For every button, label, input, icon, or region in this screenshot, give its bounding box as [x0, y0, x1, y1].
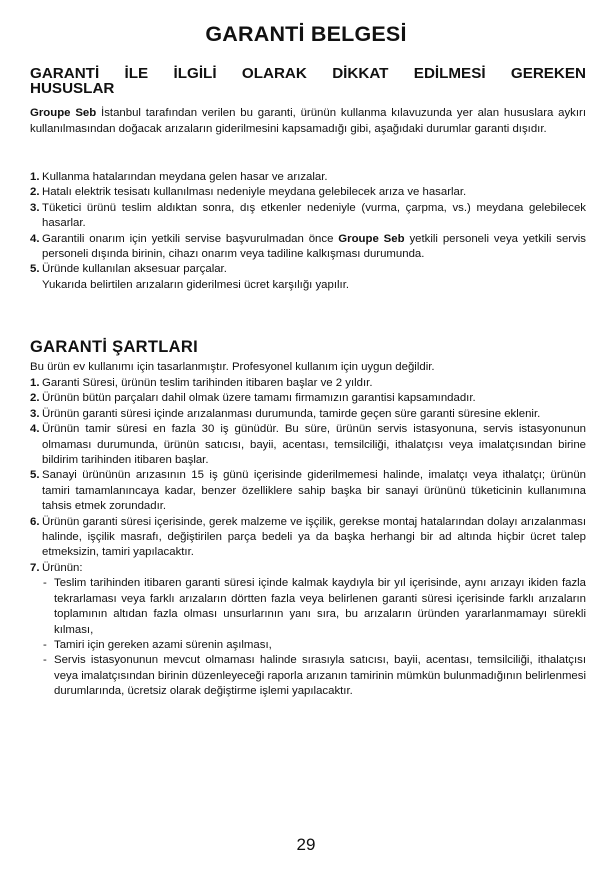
list-item-note: Yukarıda belirtilen arızaların giderilmesi ücret karşılığı yapılır.	[42, 278, 350, 291]
section-heading-warranty-notes	[30, 66, 586, 96]
sub-list-item-text: Tamiri için gereken azami sürenin aşılması,	[54, 638, 272, 651]
list-item: 7. Ürünün: - Teslim tarihinden itibaren garanti süresi içinde kalmak kaydıyla bir yıl içerisinde, aynı arızayı ikiden fazla tekrarlaması veya farklı arızaların dörtten fazla veya belirlenen garanti süresi içerisinde farklı arızaların toplamının altıdan fazla olması unsurlarının yanı sıra, bu arızaların üründen yararlanmamayı sürekli kılması, - Tamiri için gereken azami sürenin aşılması, - Servis istasyonunun mevcut olmaması halinde sırasıyla satıcısı, bayii, acentası, temsilciliği, ithalatçısı veya imalatçısından birinin düzenleyeceği raporla arızanın tamirinin mümkün bulunmadığının belirlenmesi durumlarında, ücretsiz olarak değiştirme işlemi yapılacaktır.	[30, 561, 586, 700]
sub-list-item: - Tamiri için gereken azami sürenin aşılması,	[43, 638, 272, 651]
list-item-text: yetkili personeli veya yetkili servis personeli dışında birinin, cihazı onarım veya tadiline kalkışması durumunda.	[42, 232, 586, 261]
list-item: 5. Üründe kullanılan aksesuar parçalar. Yukarıda belirtilen arızaların giderilmesi ücret karşılığı yapılır.	[30, 262, 586, 293]
section-heading-line-1: GARANTİ İLE İLGİLİ OLARAK DİKKAT EDİLMESİ GEREKEN	[30, 65, 586, 82]
list-item-text: Hatalı elektrik tesisatı kullanılması nedeniyle meydana gelebilecek arıza ve hasarlar.	[42, 186, 467, 199]
list-item: 2. Ürünün bütün parçaları dahil olmak üzere tamamı firmamızın garantisi kapsamındadır.	[30, 392, 476, 405]
list-item-text: Garantili onarım için yetkili servise başvurulmadan önce	[42, 232, 339, 245]
list-item: 6. Ürünün garanti süresi içerisinde, gerek malzeme ve işçilik, gerekse montaj hatalarından dolayı arızalanması halinde, işçilik masrafı, değiştirilen parça bedeli ya da başka herhangi bir ad altında hiçbir ücret talep etmeksizin, tamiri yapılacaktır.	[30, 515, 586, 559]
sub-list	[42, 576, 586, 699]
list-item-text: Garanti Süresi, ürünün teslim tarihinden itibaren başlar ve 2 yıldır.	[42, 377, 373, 389]
list-item-text: Üründe kullanılan aksesuar parçalar.	[42, 263, 227, 276]
list-item: 2. Hatalı elektrik tesisatı kullanılması nedeniyle meydana gelebilecek arıza ve hasarlar.	[30, 186, 467, 199]
sub-list-item-text: Servis istasyonunun mevcut olmaması halinde sırasıyla satıcısı, bayii, acentası, temsilciliği, ithalatçısı veya imalatçısından birinin düzenleyeceği raporla arızanın tamirinin mümkün bulunmadığının belirlenmesi durumlarında, ücretsiz olarak değiştirme işlemi yapılacaktır.	[54, 654, 586, 698]
list-item-text: Ürünün:	[42, 561, 83, 574]
section-heading-warranty-terms: GARANTİ ŞARTLARI	[30, 338, 198, 356]
sub-list-item: - Servis istasyonunun mevcut olmaması halinde sırasıyla satıcısı, bayii, acentası, temsilciliği, ithalatçısı veya imalatçısından birinin düzenleyeceği raporla arızanın tamirinin mümkün bulunmadığının belirlenmesi durumlarında, ücretsiz olarak değiştirme işlemi yapılacaktır.	[43, 654, 586, 698]
section2-list	[30, 376, 586, 700]
page-number: 29	[296, 835, 316, 854]
list-item-text: Sanayi ürününün arızasının 15 iş günü içerisinde giderilmemesi halinde, imalatçı veya ithalatçı; ürünün tamiri tamamlanıncaya kadar, benzer özelliklere sahip başka bir sanayi ürününü tüketicinin kullanımına tahsis etmek zorundadır.	[42, 469, 586, 513]
list-item-text: Kullanma hatalarından meydana gelen hasar ve arızalar.	[42, 171, 328, 183]
list-item: 1. Kullanma hatalarından meydana gelen hasar ve arızalar.	[30, 171, 328, 183]
list-item-text: Tüketici ürünü teslim aldıktan sonra, dış etkenler nedeniyle (vurma, çarpma, vs.) meydana gelebilecek hasarlar.	[42, 201, 586, 230]
sub-list-item: - Teslim tarihinden itibaren garanti süresi içinde kalmak kaydıyla bir yıl içerisinde, aynı arızayı ikiden fazla tekrarlaması veya farklı arızaların dörtten fazla veya belirlenen garanti süresi içerisinde farklı arızaların toplamının altıdan fazla olması unsurlarının yanı sıra, bu arızaların üründen yararlanmamayı sürekli kılması,	[43, 577, 586, 636]
list-item: 3. Tüketici ürünü teslim aldıktan sonra, dış etkenler nedeniyle (vurma, çarpma, vs.) meydana gelebilecek hasarlar.	[30, 201, 586, 230]
section1-intro	[30, 106, 586, 137]
brand-name: Groupe Seb	[338, 232, 405, 245]
list-item-text: Ürünün garanti süresi içinde arızalanması durumunda, tamirde geçen süre garanti süresine eklenir.	[42, 407, 541, 420]
list-item: 1. Garanti Süresi, ürünün teslim tarihinden itibaren başlar ve 2 yıldır.	[30, 377, 373, 389]
list-item: 4. Garantili onarım için yetkili servise başvurulmadan önce Groupe Seb yetkili personeli veya yetkili servis personeli dışında birinin, cihazı onarım veya tadiline kalkışması durumunda.	[30, 232, 586, 261]
list-item: 5. Sanayi ürününün arızasının 15 iş günü içerisinde giderilmemesi halinde, imalatçı veya ithalatçı; ürünün tamiri tamamlanıncaya kadar, benzer özelliklere sahip başka bir sanayi ürününü tüketicinin kullanımına tahsis etmek zorundadır.	[30, 469, 586, 513]
sub-list-item-text: Teslim tarihinden itibaren garanti süresi içinde kalmak kaydıyla bir yıl içerisinde, aynı arızayı ikiden fazla tekrarlaması veya farklı arızaların dörtten fazla veya belirlenen garanti süresi içerisinde farklı arızaların toplamının altıdan fazla olması unsurlarının yanı sıra, bu arızaların üründen yararlanmamayı sürekli kılması,	[54, 577, 586, 636]
list-item-text: Ürünün bütün parçaları dahil olmak üzere tamamı firmamızın garantisi kapsamındadır.	[42, 392, 476, 405]
section-heading-line-2: HUSUSLAR	[30, 80, 115, 97]
brand-name: Groupe Seb	[30, 107, 97, 119]
list-item-text: Ürünün tamir süresi en fazla 30 iş günüdür. Bu süre, ürünün servis istasyonuna, servis istasyonunun olmaması durumunda, ürünün satıcısı, bayii, acentası, temsilciliği, ithalatçısı veya imalatçısından birine bildirim tarihinden itibaren başlar.	[42, 423, 586, 467]
list-item: 3. Ürünün garanti süresi içinde arızalanması durumunda, tamirde geçen süre garanti süresine eklenir.	[30, 407, 541, 420]
list-item-text: Ürünün garanti süresi içerisinde, gerek malzeme ve işçilik, gerekse montaj hatalarından dolayı arızalanması halinde, işçilik masrafı, değiştirilen parça bedeli ya da başka herhangi bir ad altında hiçbir ücret talep etmeksizin, tamiri yapılacaktır.	[42, 515, 586, 559]
section2-intro: Bu ürün ev kullanımı için tasarlanmıştır. Profesyonel kullanım için uygun değildir.	[30, 361, 435, 373]
section1-intro-text: İstanbul tarafından verilen bu garanti, ürünün kullanma kılavuzunda yer alan hususlara aykırı kullanılmasından doğacak arızaların giderilmesini kapsamadığı gibi, aşağıdaki durumlar garanti dışıdır.	[30, 107, 586, 135]
section1-list	[30, 170, 586, 293]
list-item: 4. Ürünün tamir süresi en fazla 30 iş günüdür. Bu süre, ürünün servis istasyonuna, servis istasyonunun olmaması durumunda, ürünün satıcısı, bayii, acentası, temsilciliği, ithalatçısı veya imalatçısından birine bildirim tarihinden itibaren başlar.	[30, 423, 586, 467]
document-title: GARANTİ BELGESİ	[205, 22, 407, 46]
